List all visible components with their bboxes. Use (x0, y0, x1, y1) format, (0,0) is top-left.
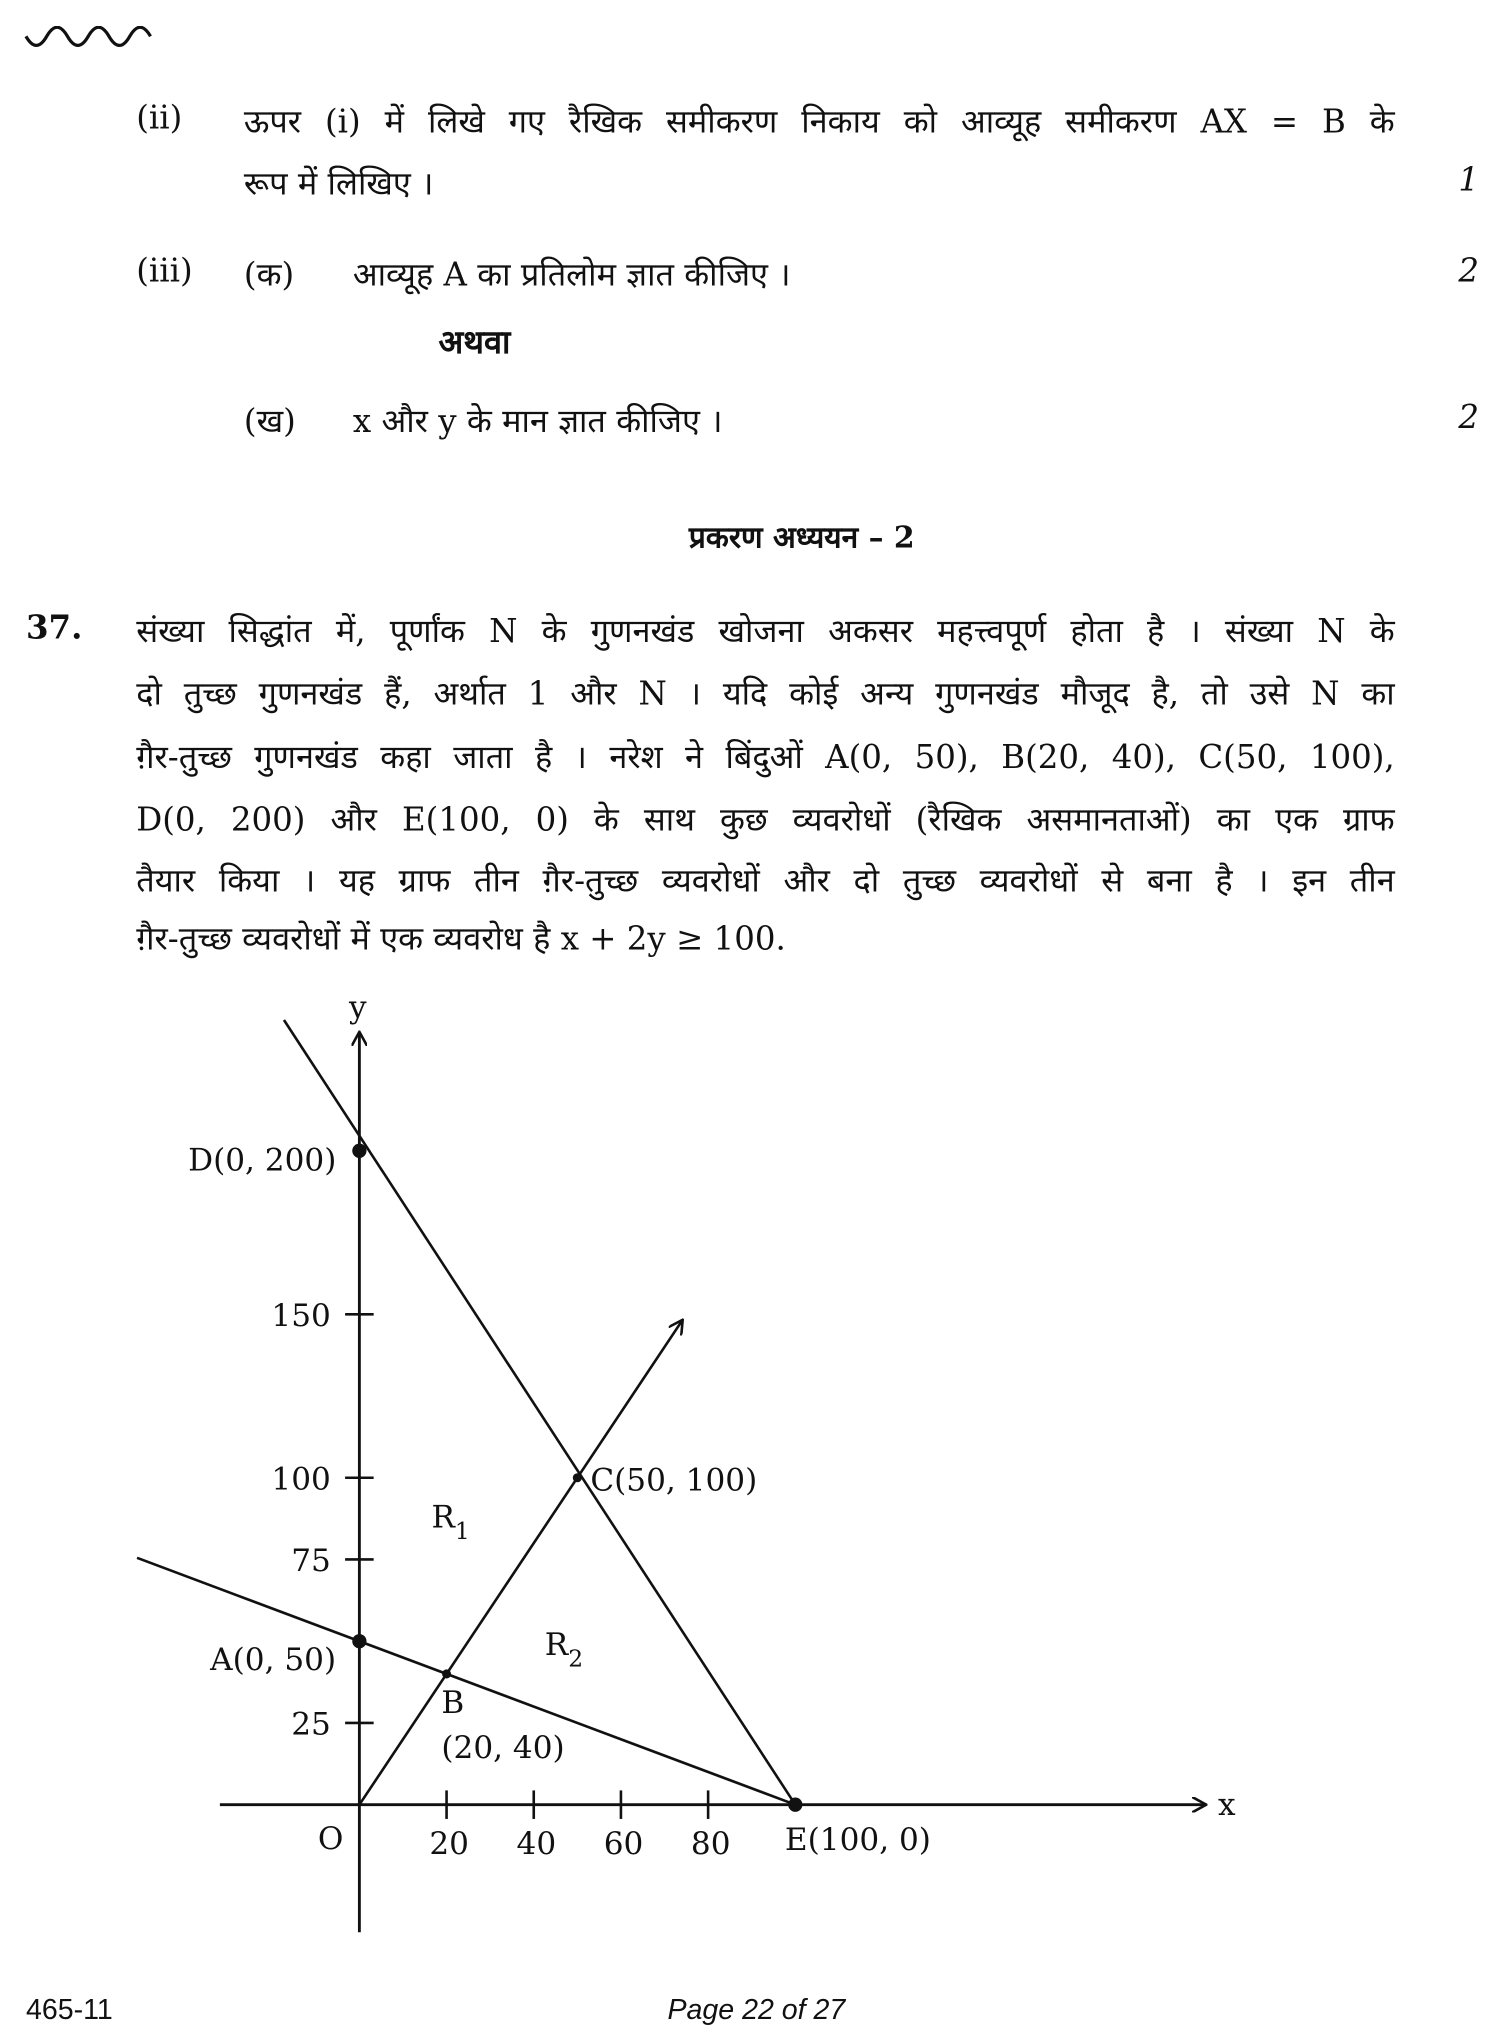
q-iii-a-marks: 2 (1458, 251, 1480, 290)
region-letter: R (431, 1499, 455, 1536)
x-axis-label: x (1218, 1787, 1236, 1824)
q-iii-number: (iii) (136, 251, 193, 290)
point-label-A: A(0, 50) (210, 1641, 337, 1678)
paper-code: 465-11 (25, 1992, 113, 2026)
region-subscript: 2 (568, 1644, 584, 1673)
y-tick-label: 75 (291, 1543, 331, 1580)
x-tick-label: 40 (516, 1825, 557, 1862)
x-tick-label: 60 (603, 1825, 644, 1862)
q37-line: D(0, 200) और E(100, 0) के साथ कुछ व्यवरोधों (रैखिक असमानताओं) का एक ग्राफ (136, 800, 1395, 839)
point-label-B: B (441, 1684, 465, 1721)
y-tick-label: 100 (271, 1461, 331, 1498)
y-axis-label: y (349, 989, 367, 1026)
point-C (573, 1473, 582, 1482)
point-label-D: D(0, 200) (188, 1142, 337, 1179)
region-letter: R (544, 1626, 569, 1663)
origin-label: O (317, 1820, 344, 1857)
point-D (352, 1144, 366, 1158)
section-heading: प्रकरण अध्ययन – 2 (688, 520, 915, 556)
y-tick-label: 25 (291, 1706, 331, 1743)
q-iii-b-marks: 2 (1458, 398, 1480, 436)
q-ii-marks: 1 (1458, 160, 1480, 199)
line-AE (137, 1558, 795, 1805)
point-label-E: E(100, 0) (784, 1822, 931, 1859)
point-E (788, 1798, 802, 1812)
q-ii-number: (ii) (136, 98, 183, 137)
or-label: अथवा (438, 323, 511, 361)
region-label (545, 1627, 583, 1673)
q37-line: दो तुच्छ गुणनखंड हैं, अर्थात 1 और N । यदि कोई अन्य गुणनखंड मौजूद है, तो उसे N का (136, 674, 1395, 713)
q37-number: 37. (25, 608, 83, 647)
x-tick-label: 20 (429, 1825, 469, 1862)
region-label (431, 1499, 469, 1545)
x-tick-label: 80 (690, 1825, 731, 1862)
q-iii-b-text: x और y के मान ज्ञात कीजिए । (352, 402, 723, 440)
q37-line: संख्या सिद्धांत में, पूर्णांक N के गुणनखंड खोजना अकसर महत्त्वपूर्ण होता है । संख्या N के (136, 612, 1395, 650)
point-A (352, 1634, 366, 1648)
point-B (442, 1669, 451, 1678)
q-iii-b-number: (ख) (243, 402, 296, 440)
q-ii-line1: ऊपर (i) में लिखे गए रैखिक समीकरण निकाय को आव्यूह समीकरण AX = B के (243, 102, 1395, 141)
q-iii-a-text: आव्यूह A का प्रतिलोम ज्ञात कीजिए । (352, 255, 791, 294)
q37-line: तैयार किया । यह ग्राफ तीन ग़ैर-तुच्छ व्यवरोधों और दो तुच्छ व्यवरोधों से बना है । इन तीन (136, 861, 1395, 900)
point-label-B-coords: (20, 40) (441, 1730, 565, 1767)
page-number: Page 22 of 27 (667, 1992, 846, 2026)
region-subscript: 1 (454, 1517, 470, 1546)
q37-line: ग़ैर-तुच्छ व्यवरोधों में एक व्यवरोध है x + 2y ≥ 100. (136, 919, 786, 958)
point-label-C: C(50, 100) (590, 1462, 758, 1499)
q-iii-a-number: (क) (243, 255, 295, 294)
q-ii-line2: रूप में लिखिए । (243, 164, 434, 203)
q37-line: ग़ैर-तुच्छ गुणनखंड कहा जाता है । नरेश ने बिंदुओं A(0, 50), B(20, 40), C(50, 100), (136, 738, 1395, 776)
y-tick-label: 150 (271, 1297, 331, 1334)
